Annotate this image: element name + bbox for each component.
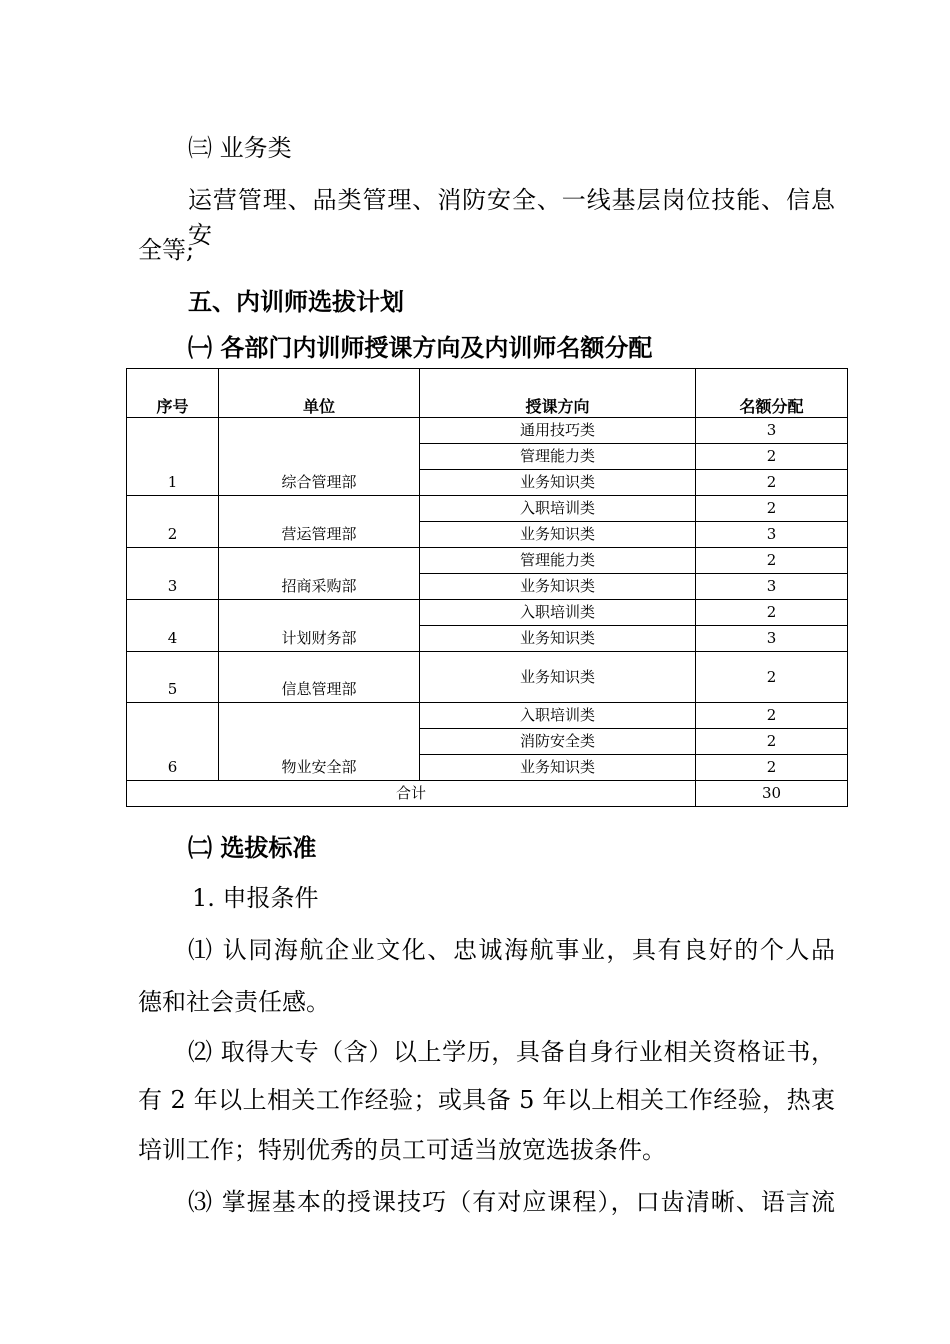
quota-cell: 3 (696, 522, 848, 548)
cond2-line3: 培训工作；特别优秀的员工可适当放宽选拔条件。 (138, 1136, 666, 1164)
row-number: 3 (127, 548, 219, 600)
direction-cell: 业务知识类 (420, 755, 696, 781)
cond1-line1 (188, 930, 835, 965)
row-number: 5 (127, 652, 219, 703)
table-header-row (127, 369, 848, 418)
row-number: 6 (127, 703, 219, 781)
direction-cell: 入职培训类 (420, 600, 696, 626)
unit-name: 综合管理部 (219, 418, 420, 496)
quota-cell: 2 (696, 548, 848, 574)
table-row (127, 600, 848, 626)
quota-cell: 3 (696, 626, 848, 652)
quota-cell: 2 (696, 652, 848, 703)
unit-name: 信息管理部 (219, 652, 420, 703)
table-row (127, 703, 848, 729)
cond1-line2: 德和社会责任感。 (138, 988, 330, 1016)
row-number: 2 (127, 496, 219, 548)
sub2-heading: ㈡ 选拔标准 (188, 833, 317, 862)
quota-cell: 2 (696, 444, 848, 470)
section3-body-line1 (188, 180, 835, 250)
table-row (127, 418, 848, 444)
table-row (127, 496, 848, 522)
cond2-line1 (188, 1032, 835, 1067)
quota-cell: 2 (696, 729, 848, 755)
quota-cell: 2 (696, 703, 848, 729)
section5-heading: 五、内训师选拔计划 (188, 287, 404, 316)
unit-name: 物业安全部 (219, 703, 420, 781)
row-number: 1 (127, 418, 219, 496)
section3-body-text: 运营管理、品类管理、消防安全、一线基层岗位技能、信息安 (188, 186, 835, 249)
unit-name: 招商采购部 (219, 548, 420, 600)
quota-cell: 2 (696, 470, 848, 496)
cond2-text-1: ⑵ 取得大专（含）以上学历，具备自身行业相关资格证书， (188, 1038, 835, 1066)
direction-cell: 业务知识类 (420, 652, 696, 703)
header-no: 序号 (127, 369, 219, 418)
quota-cell: 3 (696, 574, 848, 600)
total-label: 合计 (127, 781, 696, 807)
table-row (127, 652, 848, 703)
quota-table (126, 368, 848, 807)
direction-cell: 管理能力类 (420, 444, 696, 470)
direction-cell: 通用技巧类 (420, 418, 696, 444)
direction-cell: 业务知识类 (420, 470, 696, 496)
cond2-text-2: 有 2 年以上相关工作经验；或具备 5 年以上相关工作经验，热衷 (138, 1086, 835, 1114)
item1-heading: 1. 申报条件 (192, 884, 319, 912)
cond3-line1 (188, 1182, 835, 1217)
direction-cell: 业务知识类 (420, 626, 696, 652)
quota-cell: 2 (696, 600, 848, 626)
row-number: 4 (127, 600, 219, 652)
direction-cell: 入职培训类 (420, 703, 696, 729)
direction-cell: 消防安全类 (420, 729, 696, 755)
quota-cell: 2 (696, 496, 848, 522)
direction-cell: 业务知识类 (420, 522, 696, 548)
quota-cell: 3 (696, 418, 848, 444)
cond2-line2 (138, 1080, 835, 1115)
header-direction: 授课方向 (420, 369, 696, 418)
header-unit: 单位 (219, 369, 420, 418)
unit-name: 计划财务部 (219, 600, 420, 652)
cond1-text: ⑴ 认同海航企业文化、忠诚海航事业，具有良好的个人品 (188, 936, 835, 964)
header-quota: 名额分配 (696, 369, 848, 418)
total-value: 30 (696, 781, 848, 807)
section3-body-line2: 全等; (138, 236, 195, 264)
total-row (127, 781, 848, 807)
unit-name: 营运管理部 (219, 496, 420, 548)
direction-cell: 业务知识类 (420, 574, 696, 600)
quota-cell: 2 (696, 755, 848, 781)
table-row (127, 548, 848, 574)
direction-cell: 管理能力类 (420, 548, 696, 574)
sub1-heading: ㈠ 各部门内训师授课方向及内训师名额分配 (188, 333, 653, 362)
section3-heading: ㈢ 业务类 (188, 134, 292, 162)
direction-cell: 入职培训类 (420, 496, 696, 522)
cond3-text: ⑶ 掌握基本的授课技巧（有对应课程），口齿清晰、语言流 (188, 1188, 835, 1216)
